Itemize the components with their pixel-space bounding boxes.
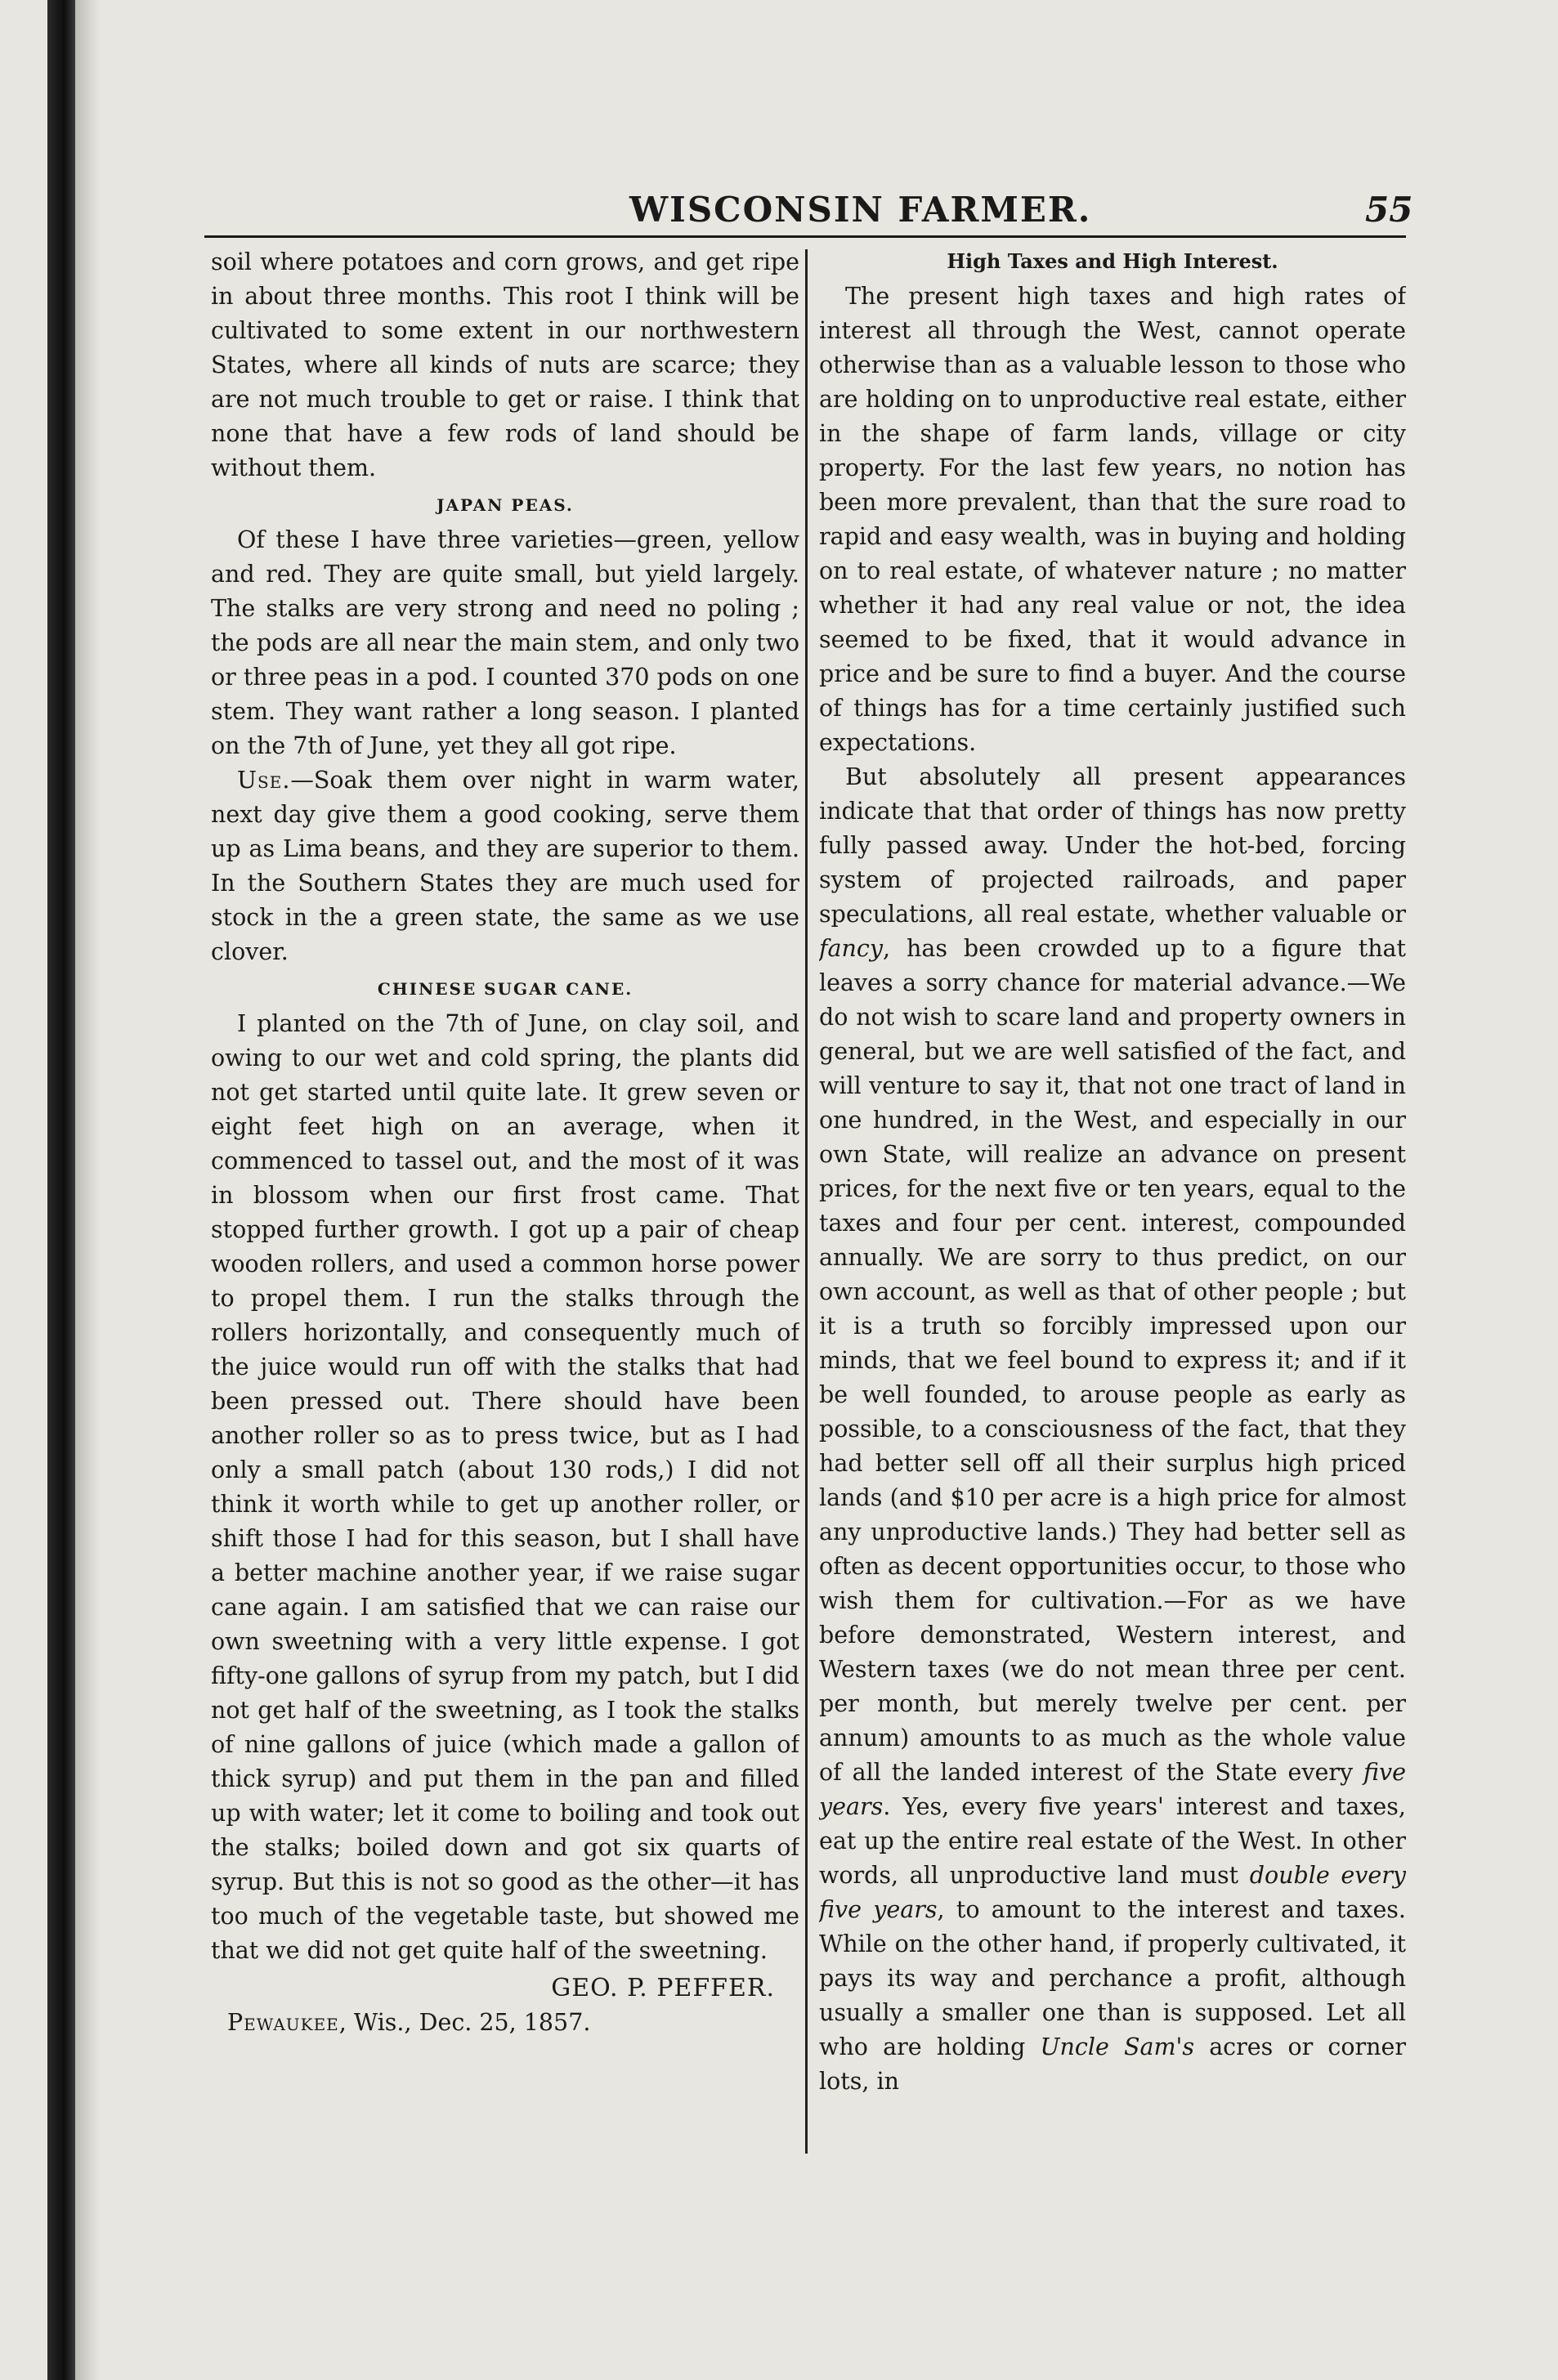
binding-shadow [75, 0, 100, 2380]
author-signature: GEO. P. PEFFER. [551, 1974, 775, 2002]
column-divider [805, 249, 808, 2154]
dateline-place: Pewaukee [227, 2009, 339, 2036]
book-binding [47, 0, 75, 2380]
p2-italic-uncle-sam: Uncle Sam's [1040, 2033, 1195, 2060]
page-header-title: WISCONSIN FARMER. [629, 190, 1092, 230]
p2-text-d: , to amount to the interest and taxes. While on the other hand, if properly cultivated, it pays its way and perchance a profit, although usually a smaller one than is supposed. Let all who are holding [819, 1896, 1406, 2060]
p2-text-c: . Yes, every five years' interest and taxes, eat up the entire real estate of the West. In other words, all unproductive land must [819, 1793, 1406, 1889]
p2-text-b: , has been crowded up to a figure that leaves a sorry chance for material advance.—We do not wish to scare land and property owners in general, but we are well satisfied of the fact, and will venture to say it, that not one tract of land in one hundred, in the West, and especially in our own State, will realize an advance on present prices, for the next five or ten years, equal to the taxes and four per cent. interest, compounded annually. We are sorry to thus predict, on our own account, as well as that of other people ; but it is a truth so forcibly impressed upon our minds, that we feel bound to express it; and if it be well founded, to arouse people as early as possible, to a consciousness of the fact, that they had better sell off all their surplus high priced lands (and $10 per acre is a high price for almost any unproductive lands.) They had better sell as often as decent opportunities occur, to those who wish them for cultivation.—For as we have before demonstrated, Western interest, and Western taxes (we do not mean three per cent. per month, but merely twelve per cent. per annum) amounts to as much as the whole value of all the landed interest of the State every [819, 935, 1406, 1786]
sugar-cane-paragraph: I planted on the 7th of June, on clay soil, and owing to our wet and cold spring, the plants did not get started until quite late. It grew seven or eight feet high on an average, when it commenced to tassel out, and the most of it was in blossom when our first frost came. That stopped further growth. I got up a pair of cheap wooden rollers, and used a common horse power to propel them. I run the stalks through the rollers horizontally, and consequently much of the juice would run off with the stalks that had been pressed out. There should have been another roller so as to press twice, but as I had only a small patch (about 130 rods,) I did not think it worth while to get up another roller, or shift those I had for this season, but I shall have a better machine another year, if we raise sugar cane again. I am satisfied that we can raise our own sweetning with a very little expense. I got fifty-one gallons of syrup from my patch, but I did not get half of the sweetning, as I took the stalks of nine gallons of juice (which made a gallon of thick syrup) and put them in the pan and filled up with water; let it come to boiling and took out the stalks; boiled down and got six quarts of syrup. But this is not so good as the other—it has too much of the vegetable taste, but showed me that we did not get quite half of the sweetning. [211, 1010, 799, 1964]
article-paragraph-1: The present high taxes and high rates of interest all through the West, cannot operate otherwise than as a valuable lesson to those who are holding on to unproductive real estate, either in the shape of farm lands, village or city property. For the last few years, no notion has been more prevalent, than that the sure road to rapid and easy wealth, was in buying and holding on to real estate, of whatever nature ; no matter whether it had any real value or not, the idea seemed to be fixed, that it would advance in price and be sure to find a buyer. And the course of things has for a time certainly justified such expectations. [819, 283, 1406, 756]
use-paragraph [211, 763, 799, 969]
left-column [211, 245, 799, 2166]
p2-text-e: acres or corner lots, in [819, 2033, 1406, 2095]
p2-italic-fancy: fancy [819, 935, 883, 962]
japan-peas-paragraph: Of these I have three varieties—green, yellow and red. They are quite small, but yield largely. The stalks are very strong and need no poling ; the pods are all near the main stem, and only two or three peas in a pod. I counted 370 pods on one stem. They want rather a long season. I planted on the 7th of June, yet they all got ripe. [211, 526, 799, 759]
p2-text-a: But absolutely all present appearances indicate that that order of things has now pretty fully passed away. Under the hot-bed, forcing system of projected railroads, and paper speculations, all real estate, whether valuable or [819, 763, 1406, 928]
p2-italic-double: double every five years [819, 1862, 1406, 1923]
p2-italic-five-years: five years [819, 1759, 1406, 1820]
page-number: 55 [1365, 190, 1413, 230]
header-rule [204, 235, 1406, 238]
article-title: High Taxes and High Interest. [947, 249, 1278, 273]
intro-paragraph: soil where potatoes and corn grows, and get ripe in about three months. This root I think will be cultivated to some extent in our northwestern States, where all kinds of nuts are scarce; they are not much trouble to get or raise. I think that none that have a few rods of land should be without them. [211, 248, 799, 481]
dateline [211, 2006, 799, 2040]
use-text: —Soak them over night in warm water, next day give them a good cooking, serve them up as Lima beans, and they are superior to them. In the Southern States they are much used for stock in the a green state, the same as we use clover. [211, 767, 799, 965]
dateline-rest: , Wis., Dec. 25, 1857. [338, 2009, 591, 2036]
right-column [819, 245, 1406, 2166]
chinese-sugar-cane-heading: CHINESE SUGAR CANE. [377, 979, 633, 999]
article-paragraph-2 [819, 760, 1406, 2099]
use-label: Use. [237, 767, 291, 794]
japan-peas-heading: JAPAN PEAS. [437, 495, 574, 515]
